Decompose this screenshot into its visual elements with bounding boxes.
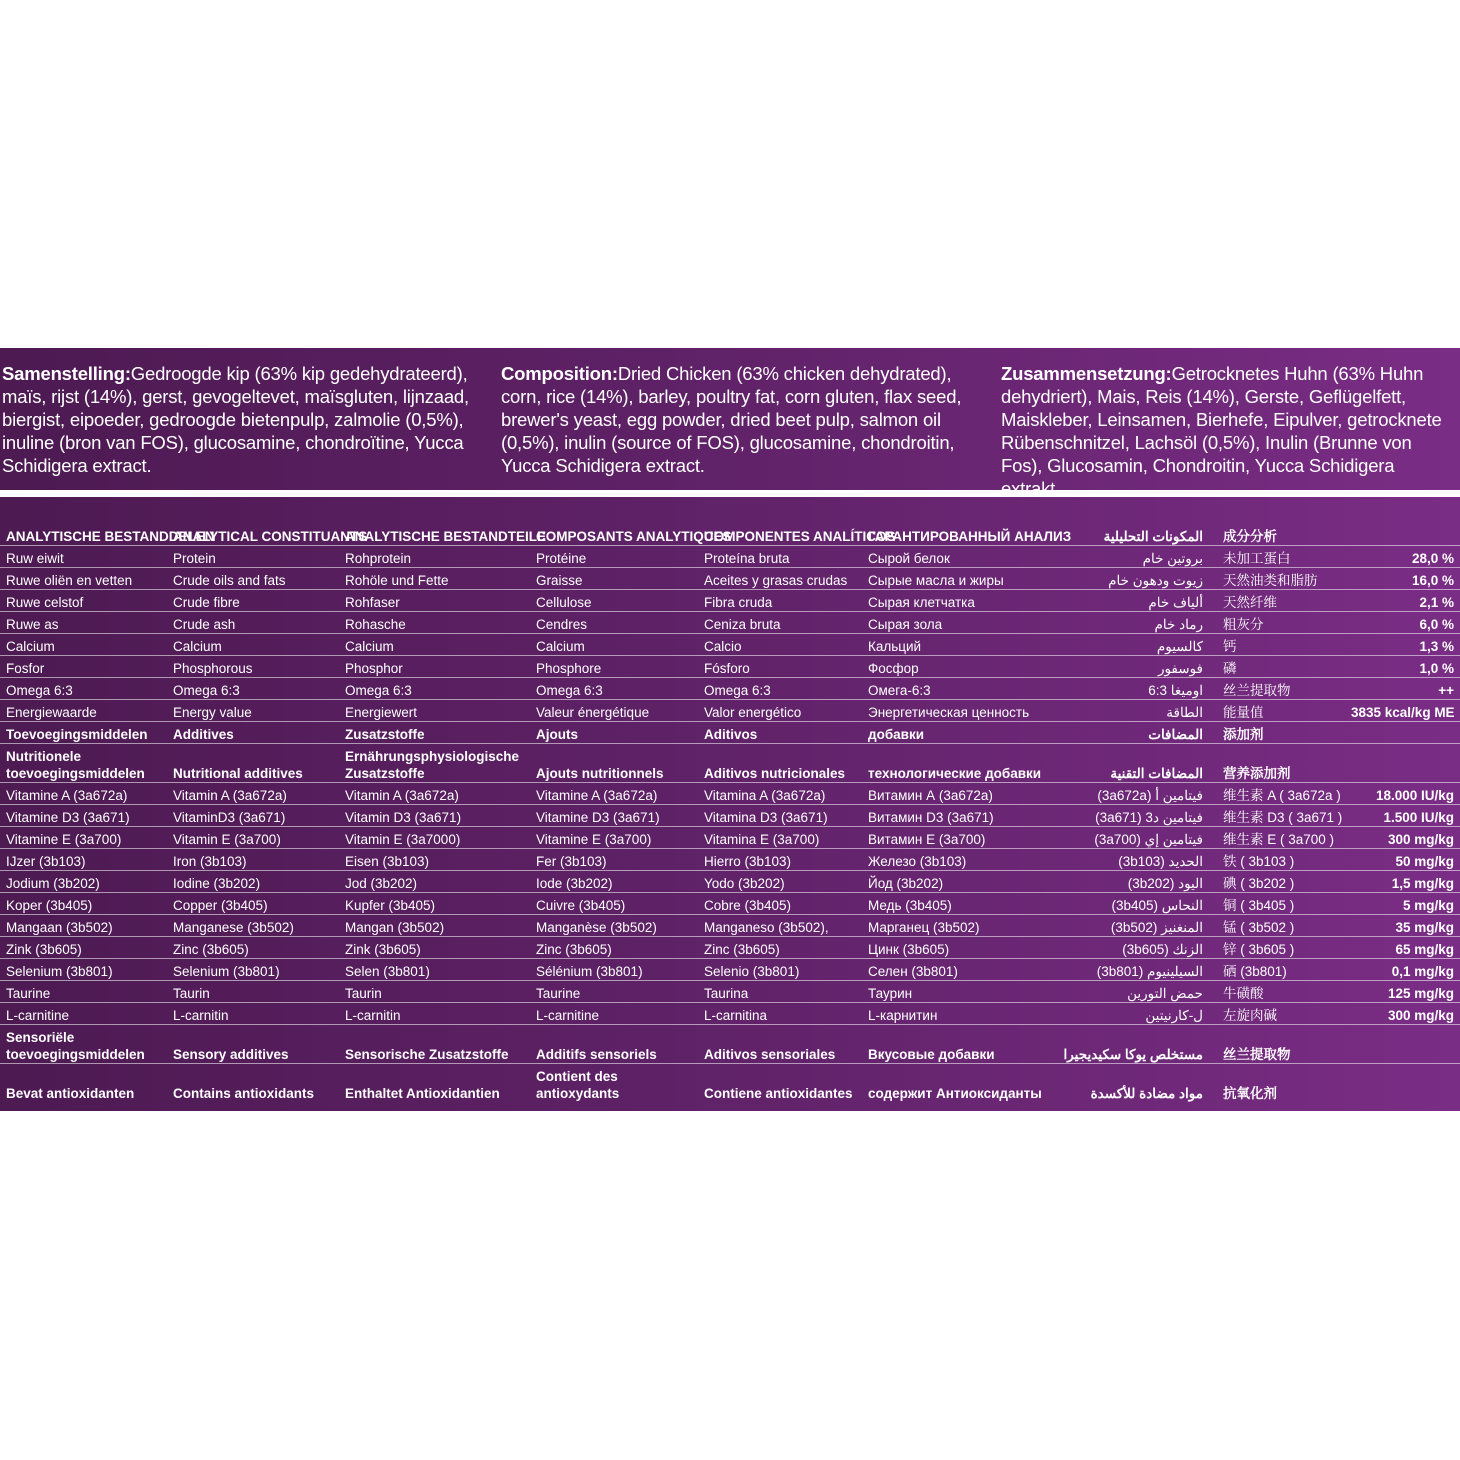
cell-es: Vitamina A (3a672a) — [698, 783, 862, 805]
cell-ru: Витамин Е (3a700) — [862, 827, 1052, 849]
cell-de: Ernährungsphysiologische Zusatzstoffe — [339, 744, 530, 783]
cell-nl: Vitamine D3 (3a671) — [0, 805, 167, 827]
cell-ru: Фосфор — [862, 656, 1052, 678]
table-row — [0, 893, 1460, 915]
cell-es: Fósforo — [698, 656, 862, 678]
cell-nl: Vitamine A (3a672a) — [0, 783, 167, 805]
cell-ru: Витамин А (3a672a) — [862, 783, 1052, 805]
cell-ar: المضافات التقنية — [1052, 744, 1217, 783]
cell-nl: Sensoriële toevoegingsmiddelen — [0, 1025, 167, 1064]
table-row — [0, 656, 1460, 678]
cell-ru: Омега-6:3 — [862, 678, 1052, 700]
cell-ru: Медь (3b405) — [862, 893, 1052, 915]
cell-en: Manganese (3b502) — [167, 915, 339, 937]
table-row — [0, 1025, 1460, 1064]
cell-de: Rohasche — [339, 612, 530, 634]
cell-es: Vitamina E (3a700) — [698, 827, 862, 849]
cell-es: Fibra cruda — [698, 590, 862, 612]
cell-de: Kupfer (3b405) — [339, 893, 530, 915]
cell-ru: L-карнитин — [862, 1003, 1052, 1025]
cell-fr: Vitamine D3 (3a671) — [530, 805, 698, 827]
composition-de — [1001, 362, 1457, 500]
cell-zh: 天然油类和脂肪 — [1217, 568, 1345, 590]
cell-value — [1345, 744, 1460, 783]
cell-de: Eisen (3b103) — [339, 849, 530, 871]
cell-de: Vitamin E (3a7000) — [339, 827, 530, 849]
composition-en-label: Composition: — [501, 363, 618, 384]
cell-es: Aditivos nutricionales — [698, 744, 862, 783]
cell-ar: مواد مضادة للأكسدة — [1090, 1086, 1203, 1101]
cell-es: Zinc (3b605) — [698, 937, 862, 959]
cell-es: Omega 6:3 — [698, 678, 862, 700]
table-header-row — [0, 507, 1460, 546]
composition-de-label: Zusammensetzung: — [1001, 363, 1172, 384]
cell-value: 125 mg/kg — [1345, 981, 1460, 1003]
composition-nl-label: Samenstelling: — [2, 363, 131, 384]
cell-nl: Ruwe celstof — [0, 590, 167, 612]
table-row — [0, 634, 1460, 656]
cell-value: 28,0 % — [1345, 546, 1460, 568]
cell-fr: Ajouts nutritionnels — [530, 744, 698, 783]
cell-nl: L-carnitine — [0, 1003, 167, 1025]
cell-en: Sensory additives — [167, 1025, 339, 1064]
header-fr: COMPOSANTS ANALYTIQUES — [530, 507, 698, 546]
cell-value — [1345, 1064, 1460, 1103]
table-row — [0, 700, 1460, 722]
cell-nl: Toevoegingsmiddelen — [0, 722, 167, 744]
cell-zh: 维生素 E ( 3a700 ) — [1217, 827, 1345, 849]
cell-ar: بروتين خام — [1052, 546, 1217, 568]
cell-nl: Ruwe as — [0, 612, 167, 634]
cell-en: Crude fibre — [167, 590, 339, 612]
table-row — [0, 827, 1460, 849]
cell-es: Valor energético — [698, 700, 862, 722]
cell-fr: Calcium — [530, 634, 698, 656]
cell-es: L-carnitina — [698, 1003, 862, 1025]
cell-value: 35 mg/kg — [1345, 915, 1460, 937]
cell-es: Ceniza bruta — [698, 612, 862, 634]
cell-zh: 未加工蛋白 — [1217, 546, 1345, 568]
cell-fr: Cellulose — [530, 590, 698, 612]
cell-value: 2,1 % — [1345, 590, 1460, 612]
cell-value: 6,0 % — [1345, 612, 1460, 634]
cell-de: Vitamin D3 (3a671) — [339, 805, 530, 827]
table-row — [0, 981, 1460, 1003]
cell-en: Iodine (3b202) — [167, 871, 339, 893]
cell-en: L-carnitin — [167, 1003, 339, 1025]
cell-es: Selenio (3b801) — [698, 959, 862, 981]
cell-value — [1345, 1025, 1460, 1064]
cell-en: Iron (3b103) — [167, 849, 339, 871]
cell-ru: Цинк (3b605) — [862, 937, 1052, 959]
cell-value: 3835 kcal/kg ME — [1345, 700, 1460, 722]
cell-ru: Железо (3b103) — [862, 849, 1052, 871]
cell-fr: Cuivre (3b405) — [530, 893, 698, 915]
cell-fr: Zinc (3b605) — [530, 937, 698, 959]
cell-value: 1,0 % — [1345, 656, 1460, 678]
cell-nl: Ruwe oliën en vetten — [0, 568, 167, 590]
cell-fr: Valeur énergétique — [530, 700, 698, 722]
cell-nl: IJzer (3b103) — [0, 849, 167, 871]
table-row — [0, 678, 1460, 700]
table-row — [0, 612, 1460, 634]
cell-fr: Iode (3b202) — [530, 871, 698, 893]
cell-nl: Selenium (3b801) — [0, 959, 167, 981]
cell-ar: اوميغا 6:3 — [1052, 678, 1217, 700]
analytical-constituents-table — [0, 507, 1460, 1102]
cell-en: Taurin — [167, 981, 339, 1003]
cell-fr: Vitamine A (3a672a) — [530, 783, 698, 805]
cell-fr: Graisse — [530, 568, 698, 590]
cell-es: Cobre (3b405) — [698, 893, 862, 915]
header-nl: ANALYTISCHE BESTANDDELEN — [0, 507, 167, 546]
table-row — [0, 959, 1460, 981]
table-row — [0, 783, 1460, 805]
cell-ru: Сырые масла и жиры — [862, 568, 1052, 590]
cell-nl: Vitamine E (3a700) — [0, 827, 167, 849]
cell-ar: فيتامين أ (3a672a) — [1052, 783, 1217, 805]
cell-en: Phosphorous — [167, 656, 339, 678]
cell-nl: Taurine — [0, 981, 167, 1003]
cell-en: Additives — [167, 722, 339, 744]
cell-nl: Calcium — [0, 634, 167, 656]
cell-ru: Марганец (3b502) — [862, 915, 1052, 937]
cell-es: Calcio — [698, 634, 862, 656]
cell-ar: فوسفور — [1052, 656, 1217, 678]
cell-fr: Omega 6:3 — [530, 678, 698, 700]
cell-en: VitaminD3 (3a671) — [167, 805, 339, 827]
cell-de: Rohöle und Fette — [339, 568, 530, 590]
cell-zh: 铁 ( 3b103 ) — [1217, 849, 1345, 871]
header-es: COMPONENTES ANALÍTICOS — [698, 507, 862, 546]
cell-zh: 天然纤维 — [1217, 590, 1345, 612]
cell-nl: Nutritionele toevoegingsmiddelen — [0, 744, 167, 783]
cell-en: Calcium — [167, 634, 339, 656]
cell-fr: Contient des antioxydants — [536, 1069, 620, 1101]
cell-ar: السيلينيوم (3b801) — [1052, 959, 1217, 981]
cell-fr: Ajouts — [530, 722, 698, 744]
cell-en: Omega 6:3 — [167, 678, 339, 700]
cell-ar: كالسيوم — [1052, 634, 1217, 656]
cell-en: Protein — [167, 546, 339, 568]
cell-de: Energiewert — [339, 700, 530, 722]
cell-en: Nutritional additives — [167, 744, 339, 783]
cell-ru: Селен (3b801) — [862, 959, 1052, 981]
composition-en — [501, 362, 971, 477]
cell-nl: Fosfor — [0, 656, 167, 678]
cell-de: Enthaltet Antioxidantien — [345, 1086, 500, 1101]
cell-de: Phosphor — [339, 656, 530, 678]
cell-ar: حمض التورين — [1052, 981, 1217, 1003]
cell-fr: Vitamine E (3a700) — [530, 827, 698, 849]
cell-zh: 能量值 — [1217, 700, 1345, 722]
cell-es: Taurina — [698, 981, 862, 1003]
cell-de: Calcium — [339, 634, 530, 656]
cell-de: Jod (3b202) — [339, 871, 530, 893]
cell-de: Vitamin A (3a672a) — [339, 783, 530, 805]
cell-es: Manganeso (3b502), — [698, 915, 862, 937]
cell-nl: Energiewaarde — [0, 700, 167, 722]
cell-ar: المضافات — [1052, 722, 1217, 744]
cell-ru: Энергетическая ценность — [862, 700, 1052, 722]
cell-de: L-carnitin — [339, 1003, 530, 1025]
header-ru: ГАРАНТИРОВАННЫЙ АНАЛИЗ — [862, 507, 1052, 546]
cell-ru: добавки — [862, 722, 1052, 744]
cell-de: Sensorische Zusatzstoffe — [339, 1025, 530, 1064]
cell-nl: Zink (3b605) — [0, 937, 167, 959]
cell-ar: اليود (3b202) — [1052, 871, 1217, 893]
cell-zh: 维生素 D3 ( 3a671 ) — [1217, 805, 1345, 827]
cell-en: Contains antioxidants — [173, 1086, 315, 1101]
cell-value: 300 mg/kg — [1345, 1003, 1460, 1025]
cell-ru: технологические добавки — [862, 744, 1052, 783]
cell-ru: Сырая зола — [862, 612, 1052, 634]
cell-zh: 锰 ( 3b502 ) — [1217, 915, 1345, 937]
cell-ar: الطاقة — [1052, 700, 1217, 722]
cell-ru: Вкусовые добавки — [862, 1025, 1052, 1064]
cell-en: Energy value — [167, 700, 339, 722]
cell-value — [1345, 722, 1460, 744]
cell-zh: 添加剂 — [1217, 722, 1345, 744]
cell-value: 0,1 mg/kg — [1345, 959, 1460, 981]
cell-ru: Витамин D3 (3a671) — [862, 805, 1052, 827]
table-row — [0, 915, 1460, 937]
cell-es: Proteína bruta — [698, 546, 862, 568]
cell-value: 50 mg/kg — [1345, 849, 1460, 871]
cell-zh: 左旋肉碱 — [1217, 1003, 1345, 1025]
cell-value: ++ — [1345, 678, 1460, 700]
cell-nl: Jodium (3b202) — [0, 871, 167, 893]
cell-ar: النحاس (3b405) — [1052, 893, 1217, 915]
header-value — [1345, 507, 1460, 546]
cell-zh: 牛磺酸 — [1217, 981, 1345, 1003]
cell-ru: Таурин — [862, 981, 1052, 1003]
cell-fr: Taurine — [530, 981, 698, 1003]
cell-ar: فيتامين إي (3a700) — [1052, 827, 1217, 849]
cell-value: 18.000 IU/kg — [1345, 783, 1460, 805]
cell-es: Vitamina D3 (3a671) — [698, 805, 862, 827]
cell-nl: Mangaan (3b502) — [0, 915, 167, 937]
cell-value: 1.500 IU/kg — [1345, 805, 1460, 827]
cell-es: Aceites y grasas crudas — [698, 568, 862, 590]
cell-zh: 维生素 A ( 3a672a ) — [1217, 783, 1345, 805]
cell-fr: Sélénium (3b801) — [530, 959, 698, 981]
cell-ru: Йод (3b202) — [862, 871, 1052, 893]
composition-nl-text: Gedroogde kip (63% kip gedehydrateerd), maïs, rijst (14%), gerst, gevogeltevet, maïsgluten, lijnzaad, biergist, eipoeder, gedroogde bietenpulp, zalmolie (0,5%), inuline (bron van FOS), glucosamine, chondroïtine, Yucca Schidigera extract. — [2, 363, 469, 476]
cell-es: Contiene antioxidantes — [704, 1086, 853, 1101]
cell-de: Taurin — [339, 981, 530, 1003]
cell-fr: Cendres — [530, 612, 698, 634]
cell-value: 1,3 % — [1345, 634, 1460, 656]
cell-fr: L-carnitine — [530, 1003, 698, 1025]
cell-es: Yodo (3b202) — [698, 871, 862, 893]
cell-zh: 铜 ( 3b405 ) — [1217, 893, 1345, 915]
table-row — [0, 1064, 1460, 1103]
cell-es: Hierro (3b103) — [698, 849, 862, 871]
composition-en-text: Dried Chicken (63% chicken dehydrated), corn, rice (14%), barley, poultry fat, corn gluten, flax seed, brewer's yeast, egg powder, dried beet pulp, salmon oil (0,5%), inulin (source of FOS), glucosamine, chondroitin, Yucca Schidigera extract. — [501, 363, 962, 476]
cell-ar: فيتامين د3 (3a671) — [1052, 805, 1217, 827]
cell-value: 1,5 mg/kg — [1345, 871, 1460, 893]
table-row — [0, 849, 1460, 871]
cell-fr: Additifs sensoriels — [530, 1025, 698, 1064]
cell-nl: Omega 6:3 — [0, 678, 167, 700]
cell-en: Vitamin E (3a700) — [167, 827, 339, 849]
table-row — [0, 1003, 1460, 1025]
cell-es: Aditivos sensoriales — [698, 1025, 862, 1064]
cell-ru: Сырой белок — [862, 546, 1052, 568]
cell-zh: 营养添加剂 — [1217, 744, 1345, 783]
cell-zh: 抗氧化剂 — [1223, 1086, 1277, 1101]
cell-de: Rohprotein — [339, 546, 530, 568]
cell-ar: زيوت ودهون خام — [1052, 568, 1217, 590]
cell-de: Omega 6:3 — [339, 678, 530, 700]
cell-ru: Кальций — [862, 634, 1052, 656]
cell-de: Mangan (3b502) — [339, 915, 530, 937]
cell-de: Zink (3b605) — [339, 937, 530, 959]
cell-ar: رماد خام — [1052, 612, 1217, 634]
cell-de: Zusatzstoffe — [339, 722, 530, 744]
cell-ru: Сырая клетчатка — [862, 590, 1052, 612]
cell-fr: Fer (3b103) — [530, 849, 698, 871]
cell-ar: الزنك (3b605) — [1052, 937, 1217, 959]
cell-nl: Ruw eiwit — [0, 546, 167, 568]
header-ar: المكونات التحليلية — [1052, 507, 1217, 546]
cell-en: Crude oils and fats — [167, 568, 339, 590]
cell-de: Rohfaser — [339, 590, 530, 612]
cell-ar: ل-كارنيتين — [1052, 1003, 1217, 1025]
cell-ar: مستخلص يوكا سكيديجيرا — [1052, 1025, 1217, 1064]
header-de: ANALYTISCHE BESTANDTEILE — [339, 507, 530, 546]
cell-zh: 粗灰分 — [1217, 612, 1345, 634]
cell-en: Copper (3b405) — [167, 893, 339, 915]
cell-zh: 磷 — [1217, 656, 1345, 678]
cell-zh: 硒 (3b801) — [1217, 959, 1345, 981]
cell-zh: 钙 — [1217, 634, 1345, 656]
cell-en: Crude ash — [167, 612, 339, 634]
cell-zh: 碘 ( 3b202 ) — [1217, 871, 1345, 893]
cell-ar: المنغنيز (3b502) — [1052, 915, 1217, 937]
cell-ar: ألياف خام — [1052, 590, 1217, 612]
cell-value: 5 mg/kg — [1345, 893, 1460, 915]
header-zh: 成分分析 — [1217, 507, 1345, 546]
cell-ar: الحديد (3b103) — [1052, 849, 1217, 871]
cell-value: 65 mg/kg — [1345, 937, 1460, 959]
cell-value: 16,0 % — [1345, 568, 1460, 590]
table-row — [0, 871, 1460, 893]
table-row — [0, 590, 1460, 612]
cell-zh: 丝兰提取物 — [1217, 1025, 1345, 1064]
cell-en: Zinc (3b605) — [167, 937, 339, 959]
table-row — [0, 722, 1460, 744]
cell-de: Selen (3b801) — [339, 959, 530, 981]
table-row — [0, 546, 1460, 568]
cell-ru: содержит Антиоксиданты — [868, 1086, 1042, 1101]
cell-zh: 丝兰提取物 — [1217, 678, 1345, 700]
cell-nl: Bevat antioxidanten — [6, 1086, 135, 1101]
table-row — [0, 744, 1460, 783]
cell-fr: Manganèse (3b502) — [530, 915, 698, 937]
composition-de-text: Getrocknetes Huhn (63% Huhn dehydriert), Mais, Reis (14%), Gerste, Geflügelfett, Maiskleber, Leinsamen, Bierhefe, Eipulver, getrocknete Rübenschnitzel, Lachsöl (0,5%), Inulin (Brunne von Fos), Glucosamin, Chondroitin, Yucca Schidigera extrakt. — [1001, 363, 1442, 499]
cell-nl: Koper (3b405) — [0, 893, 167, 915]
table-row — [0, 805, 1460, 827]
table-row — [0, 568, 1460, 590]
cell-fr: Protéine — [530, 546, 698, 568]
table-row — [0, 937, 1460, 959]
cell-es: Aditivos — [698, 722, 862, 744]
cell-value: 300 mg/kg — [1345, 827, 1460, 849]
header-en: ANALYTICAL CONSTITUANTS — [167, 507, 339, 546]
cell-en: Selenium (3b801) — [167, 959, 339, 981]
cell-zh: 锌 ( 3b605 ) — [1217, 937, 1345, 959]
cell-en: Vitamin A (3a672a) — [167, 783, 339, 805]
composition-nl — [2, 362, 472, 477]
cell-fr: Phosphore — [530, 656, 698, 678]
